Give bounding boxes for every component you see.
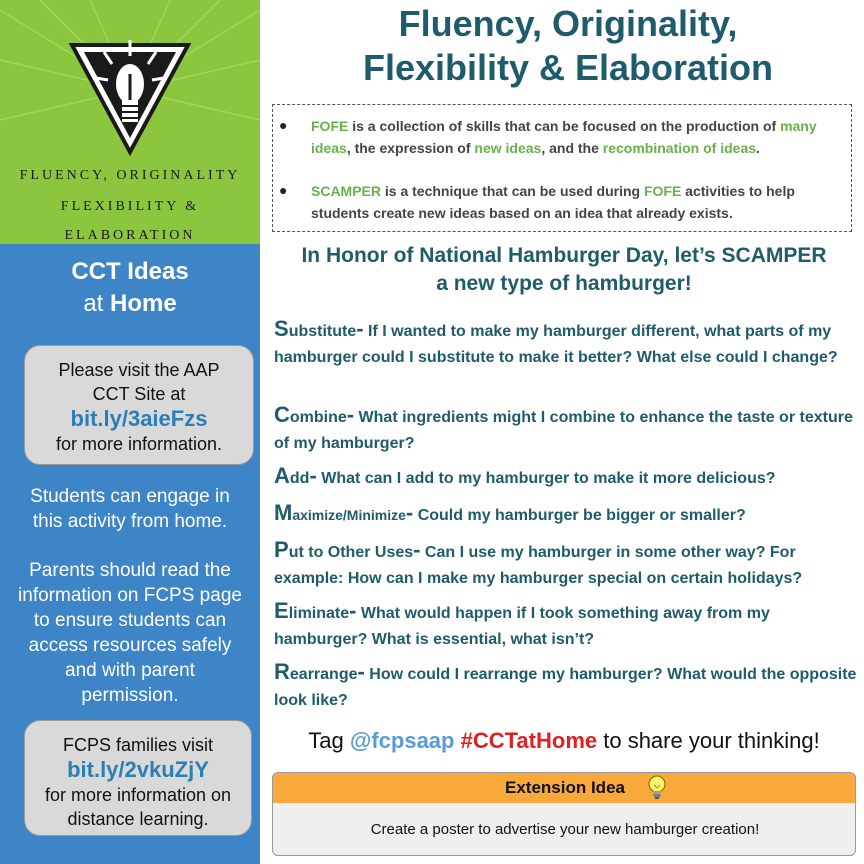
sidebar-title-at: at bbox=[83, 290, 110, 317]
aap-box-line-1: Please visit the AAP bbox=[58, 360, 220, 380]
scamper-item-maximize bbox=[274, 500, 858, 529]
scamper-question: Could my hamburger be bigger or smaller? bbox=[413, 507, 746, 524]
scamper-letter: P bbox=[274, 537, 289, 562]
sidebar-title-main: CCT Ideas bbox=[71, 258, 189, 285]
scamper-item-rearrange bbox=[274, 659, 858, 714]
aap-box-line-3: for more information. bbox=[55, 434, 223, 454]
scamper-question: What would happen if I took something away from my hamburger? What is essential, what isn’t? bbox=[274, 605, 770, 648]
scamper-item-eliminate bbox=[274, 598, 858, 653]
sidebar-parents-text: Parents should read the information on FCPS page to ensure students can access resources safely and with parent permission. bbox=[18, 560, 242, 706]
fcps-distance-link[interactable]: bit.ly/2vkuZjY bbox=[67, 757, 209, 782]
sidebar-title bbox=[0, 256, 260, 320]
fofe-text-2: , the expression of bbox=[346, 140, 475, 156]
definitions-box bbox=[272, 104, 852, 232]
fofe-text-1: is a collection of skills that can be focused on the production of bbox=[348, 118, 781, 134]
honor-heading-line-2: a new type of hamburger! bbox=[436, 272, 692, 295]
bullet-icon: ● bbox=[279, 182, 288, 198]
scamper-letter: C bbox=[274, 402, 290, 427]
scamper-word: aximize/Minimize bbox=[292, 507, 406, 523]
share-tag-line bbox=[272, 726, 856, 756]
bullet-icon: ● bbox=[279, 117, 288, 133]
many-ideas-term: many ideas bbox=[311, 118, 817, 156]
lightbulb-icon bbox=[645, 773, 669, 803]
scamper-hyphen: - bbox=[349, 598, 357, 623]
fofe-term-2: FOFE bbox=[643, 183, 682, 199]
extension-text: Create a poster to advertise your new hamburger creation! bbox=[370, 821, 760, 838]
scamper-letter: R bbox=[274, 659, 290, 684]
scamper-letter: M bbox=[274, 500, 293, 525]
extension-idea-box bbox=[272, 772, 856, 856]
scamper-text-1: is a technique that can be used during bbox=[381, 183, 644, 199]
tag-suffix: to share your thinking! bbox=[597, 728, 820, 753]
scamper-word: liminate bbox=[288, 605, 350, 622]
sidebar bbox=[0, 0, 260, 864]
scamper-word: ubstitute bbox=[288, 323, 357, 340]
scamper-hyphen: - bbox=[405, 500, 414, 525]
scamper-hyphen: - bbox=[346, 402, 355, 427]
scamper-item-combine bbox=[274, 402, 858, 457]
fofe-term: FOFE bbox=[311, 118, 349, 134]
scamper-item-put-to-other-uses bbox=[274, 537, 858, 592]
scamper-question: How could I rearrange my hamburger? What would the opposite look like? bbox=[274, 666, 857, 709]
scamper-question: Can I use my hamburger in some other way? For example: How can I make my hamburger special on certain holidays? bbox=[274, 544, 803, 587]
logo-panel bbox=[0, 0, 260, 244]
honor-heading-line-1: In Honor of National Hamburger Day, let’s SCAMPER bbox=[301, 244, 827, 267]
scamper-hyphen: - bbox=[357, 659, 365, 684]
logo-text-line-1: FLUENCY, ORIGINALITY bbox=[19, 168, 241, 183]
scamper-word: ombine bbox=[289, 409, 347, 426]
scamper-word: ut to Other Uses bbox=[288, 544, 414, 561]
scamper-text-2: activities to help students create new ideas based on an idea that already exists. bbox=[311, 183, 795, 221]
scamper-hyphen: - bbox=[309, 463, 317, 488]
scamper-word: earrange bbox=[289, 666, 358, 683]
aap-info-box bbox=[24, 345, 254, 465]
aap-site-link[interactable]: bit.ly/3aieFzs bbox=[70, 406, 208, 431]
page-title-line-1: Fluency, Originality, bbox=[398, 3, 738, 44]
sidebar-students-text: Students can engage in this activity from home. bbox=[30, 486, 230, 532]
recombination-term: recombination of ideas bbox=[602, 140, 757, 156]
sidebar-title-home: Home bbox=[110, 290, 177, 317]
hashtag-link[interactable]: #CCTatHome bbox=[460, 728, 598, 753]
scamper-word: dd bbox=[289, 470, 310, 487]
scamper-definition bbox=[311, 180, 847, 224]
scamper-question: What ingredients might I combine to enhance the taste or texture of my hamburger? bbox=[274, 409, 853, 452]
fofe-definition bbox=[311, 115, 847, 159]
scamper-letter: A bbox=[274, 463, 290, 488]
fcps-box-line-1: FCPS families visit bbox=[62, 735, 214, 755]
fofe-text-4: . bbox=[756, 140, 760, 156]
fcps-info-box bbox=[24, 720, 252, 836]
logo-text-line-2: FLEXIBILITY & bbox=[60, 199, 200, 214]
twitter-handle-link[interactable]: @fcpsaap bbox=[349, 728, 455, 753]
honor-heading bbox=[272, 242, 856, 298]
scamper-question: What can I add to my hamburger to make it more delicious? bbox=[316, 470, 776, 487]
scamper-hyphen: - bbox=[356, 316, 364, 341]
lightbulb-triangle-logo bbox=[0, 0, 260, 170]
scamper-term: SCAMPER bbox=[311, 183, 382, 199]
scamper-item-add bbox=[274, 463, 858, 492]
tag-prefix: Tag bbox=[308, 728, 350, 753]
scamper-letter: E bbox=[274, 598, 289, 623]
new-ideas-term: new ideas bbox=[474, 140, 542, 156]
scamper-letter: S bbox=[274, 316, 289, 341]
page-title bbox=[268, 2, 864, 90]
page-title-line-2: Flexibility & Elaboration bbox=[362, 47, 774, 88]
fofe-text-3: , and the bbox=[541, 140, 603, 156]
scamper-question: If I wanted to make my hamburger different, what parts of my hamburger could I substitute to make it better? What else could I change? bbox=[274, 323, 838, 366]
logo-text-line-3: ELABORATION bbox=[64, 228, 196, 243]
extension-title: Extension Idea bbox=[505, 778, 625, 797]
aap-box-line-2: CCT Site at bbox=[92, 384, 186, 404]
scamper-item-substitute bbox=[274, 316, 858, 371]
scamper-hyphen: - bbox=[413, 537, 421, 562]
fcps-box-line-2: for more information on distance learning. bbox=[44, 785, 232, 829]
